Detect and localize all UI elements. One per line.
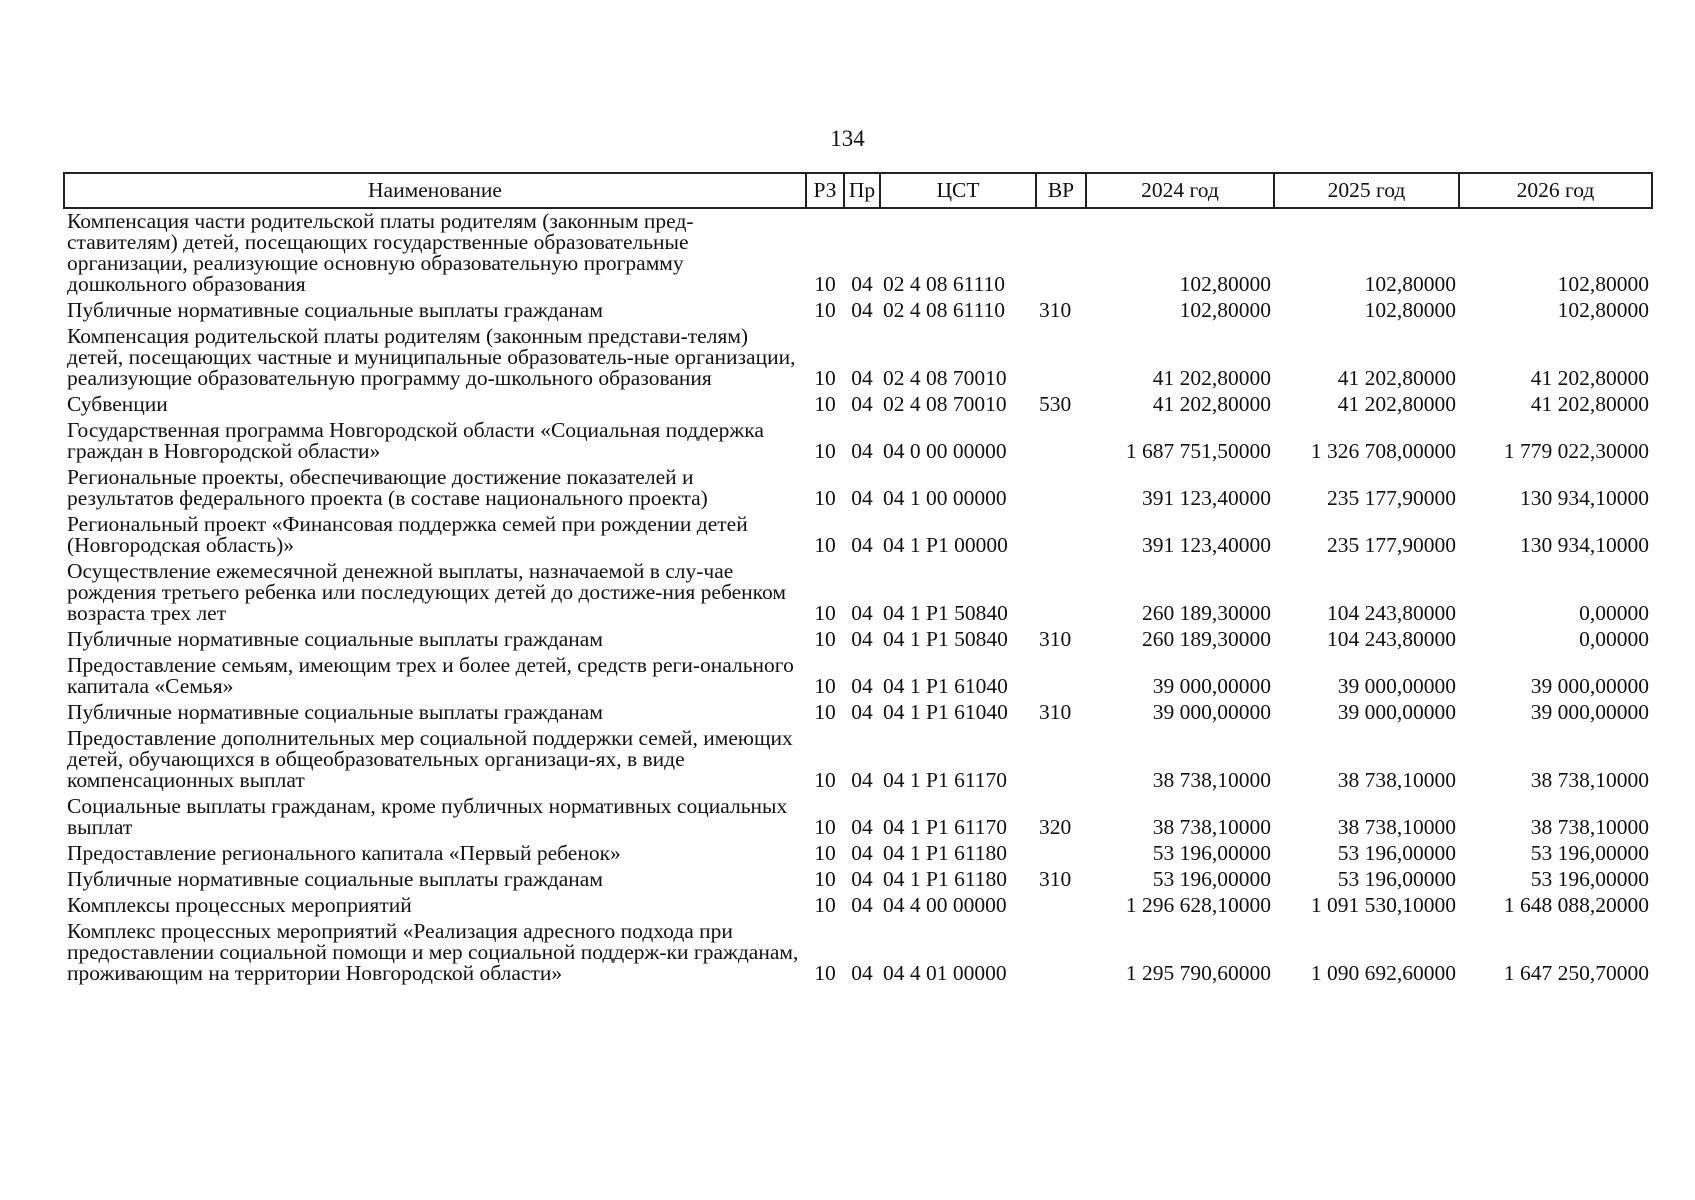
row-rz: 10 — [814, 867, 836, 891]
row-rz: 10 — [814, 893, 836, 917]
row-value-2026: 102,80000 — [1557, 272, 1649, 296]
row-name: Комплекс процессных мероприятий «Реализация адресного подхода при предоставлении социальной помощи и мер социальной поддерж-ки гражданам, проживающим на территории Новгородской области» — [67, 919, 799, 985]
row-value-2024: 102,80000 — [1179, 298, 1271, 322]
row-value-2026: 0,00000 — [1579, 601, 1649, 625]
row-name: Предоставление дополнительных мер социальной поддержки семей, имеющих детей, обучающихся в общеобразовательных организаци-ях, в виде компенсационных выплат — [67, 726, 793, 792]
row-value-2026: 41 202,80000 — [1530, 366, 1649, 390]
table-body — [64, 208, 1652, 987]
row-value-2025: 41 202,80000 — [1337, 392, 1456, 416]
row-value-2025: 41 202,80000 — [1337, 366, 1456, 390]
header-cst: ЦСТ — [880, 173, 1036, 208]
row-cst: 04 1 P1 61040 — [883, 674, 1008, 698]
row-value-2024: 41 202,80000 — [1152, 392, 1271, 416]
row-name: Осуществление ежемесячной денежной выплаты, назначаемой в слу-чае рождения третьего ребенка или последующих детей до достиже-ния ребенком возраста трех лет — [67, 559, 786, 625]
row-pr: 04 — [851, 815, 873, 839]
row-rz: 10 — [814, 272, 836, 296]
row-cst: 04 4 01 00000 — [883, 961, 1007, 985]
table-row — [64, 392, 1652, 418]
table-row — [64, 841, 1652, 867]
row-value-2026: 53 196,00000 — [1530, 867, 1649, 891]
row-value-2024: 260 189,30000 — [1142, 627, 1271, 651]
row-name: Государственная программа Новгородской области «Социальная поддержка граждан в Новгородской области» — [67, 418, 764, 463]
row-name: Региональный проект «Финансовая поддержка семей при рождении детей (Новгородская область)» — [67, 512, 748, 557]
row-value-2025: 53 196,00000 — [1337, 867, 1456, 891]
row-cst: 04 1 P1 61180 — [883, 841, 1008, 865]
table-row — [64, 559, 1652, 627]
row-value-2025: 39 000,00000 — [1337, 674, 1456, 698]
row-cst: 04 1 P1 61180 — [883, 867, 1008, 891]
table-row — [64, 324, 1652, 392]
header-2025: 2025 год — [1274, 173, 1459, 208]
row-vr: 530 — [1039, 392, 1072, 416]
row-rz: 10 — [814, 392, 836, 416]
table-row — [64, 919, 1652, 987]
row-pr: 04 — [851, 366, 873, 390]
row-value-2026: 130 934,10000 — [1520, 533, 1649, 557]
page-number: 134 — [830, 126, 865, 151]
table-row — [64, 298, 1652, 324]
header-name: Наименование — [64, 173, 806, 208]
table-header-row — [64, 173, 1652, 208]
table-row — [64, 465, 1652, 512]
row-rz: 10 — [814, 674, 836, 698]
table-row — [64, 700, 1652, 726]
row-name: Комплексы процессных мероприятий — [67, 893, 412, 917]
row-pr: 04 — [851, 392, 873, 416]
row-value-2025: 1 091 530,10000 — [1310, 893, 1456, 917]
row-cst: 04 0 00 00000 — [883, 439, 1007, 463]
table-row — [64, 726, 1652, 794]
row-vr — [1036, 841, 1086, 867]
row-rz: 10 — [814, 961, 836, 985]
row-value-2025: 102,80000 — [1364, 272, 1456, 296]
row-cst: 02 4 08 61110 — [883, 298, 1006, 322]
row-vr — [1036, 324, 1086, 392]
row-name: Публичные нормативные социальные выплаты гражданам — [67, 627, 603, 651]
row-vr — [1036, 726, 1086, 794]
row-value-2025: 104 243,80000 — [1327, 601, 1456, 625]
row-pr: 04 — [851, 439, 873, 463]
row-name: Субвенции — [67, 392, 168, 416]
row-vr — [1036, 919, 1086, 987]
row-cst: 04 1 P1 61040 — [883, 700, 1008, 724]
table-row — [64, 627, 1652, 653]
row-cst: 04 1 P1 61170 — [883, 768, 1008, 792]
row-value-2025: 1 326 708,00000 — [1310, 439, 1456, 463]
row-value-2024: 102,80000 — [1179, 272, 1271, 296]
row-pr: 04 — [851, 674, 873, 698]
row-cst: 04 4 00 00000 — [883, 893, 1007, 917]
row-value-2024: 38 738,10000 — [1152, 768, 1271, 792]
row-vr — [1036, 208, 1086, 298]
row-rz: 10 — [814, 841, 836, 865]
header-pr: Пр — [844, 173, 880, 208]
row-rz: 10 — [814, 627, 836, 651]
row-value-2024: 391 123,40000 — [1142, 486, 1271, 510]
row-value-2026: 41 202,80000 — [1530, 392, 1649, 416]
row-value-2026: 1 648 088,20000 — [1503, 893, 1649, 917]
row-rz: 10 — [814, 366, 836, 390]
row-pr: 04 — [851, 841, 873, 865]
row-cst: 04 1 P1 00000 — [883, 533, 1008, 557]
row-vr — [1036, 559, 1086, 627]
table-row — [64, 653, 1652, 700]
row-cst: 04 1 00 00000 — [883, 486, 1007, 510]
table-row — [64, 208, 1652, 298]
row-rz: 10 — [814, 533, 836, 557]
row-name: Компенсация части родительской платы родителям (законным пред-ставителям) детей, посещающих государственные образовательные организации, реализующие основную образовательную программу дошкольного образования — [67, 209, 694, 296]
row-value-2026: 39 000,00000 — [1530, 674, 1649, 698]
row-pr: 04 — [851, 601, 873, 625]
header-2024: 2024 год — [1086, 173, 1274, 208]
row-vr — [1036, 893, 1086, 919]
row-pr: 04 — [851, 893, 873, 917]
row-cst: 04 1 P1 50840 — [883, 601, 1008, 625]
row-pr: 04 — [851, 700, 873, 724]
row-value-2026: 1 647 250,70000 — [1503, 961, 1649, 985]
row-name: Публичные нормативные социальные выплаты гражданам — [67, 867, 603, 891]
row-vr: 310 — [1039, 867, 1072, 891]
row-rz: 10 — [814, 298, 836, 322]
row-value-2024: 1 687 751,50000 — [1125, 439, 1271, 463]
table-row — [64, 794, 1652, 841]
row-value-2025: 102,80000 — [1364, 298, 1456, 322]
row-cst: 04 1 P1 61170 — [883, 815, 1008, 839]
row-name: Региональные проекты, обеспечивающие достижение показателей и результатов федерального проекта (в составе национального проекта) — [67, 465, 708, 510]
row-rz: 10 — [814, 768, 836, 792]
row-value-2024: 41 202,80000 — [1152, 366, 1271, 390]
header-vr: ВР — [1036, 173, 1086, 208]
row-value-2026: 102,80000 — [1557, 298, 1649, 322]
row-pr: 04 — [851, 961, 873, 985]
row-value-2026: 39 000,00000 — [1530, 700, 1649, 724]
row-value-2025: 38 738,10000 — [1337, 768, 1456, 792]
row-rz: 10 — [814, 700, 836, 724]
row-name: Компенсация родительской платы родителям (законным представи-телям) детей, посещающих частные и муниципальные образователь-ные организации, реализующие образовательную программу до-школьного образования — [67, 324, 796, 390]
row-vr: 320 — [1039, 815, 1072, 839]
row-value-2024: 53 196,00000 — [1152, 841, 1271, 865]
row-name: Социальные выплаты гражданам, кроме публичных нормативных социальных выплат — [67, 794, 788, 839]
row-value-2025: 38 738,10000 — [1337, 815, 1456, 839]
table-row — [64, 418, 1652, 465]
row-rz: 10 — [814, 439, 836, 463]
row-vr: 310 — [1039, 627, 1072, 651]
row-vr: 310 — [1039, 298, 1072, 322]
row-vr — [1036, 653, 1086, 700]
row-value-2026: 1 779 022,30000 — [1503, 439, 1649, 463]
row-rz: 10 — [814, 815, 836, 839]
table-row — [64, 512, 1652, 559]
row-cst: 04 1 P1 50840 — [883, 627, 1008, 651]
row-value-2026: 53 196,00000 — [1530, 841, 1649, 865]
row-value-2025: 235 177,90000 — [1327, 486, 1456, 510]
row-value-2024: 1 295 790,60000 — [1125, 961, 1271, 985]
row-value-2024: 53 196,00000 — [1152, 867, 1271, 891]
row-value-2026: 38 738,10000 — [1530, 768, 1649, 792]
row-value-2026: 0,00000 — [1579, 627, 1649, 651]
table-row — [64, 867, 1652, 893]
row-pr: 04 — [851, 627, 873, 651]
row-pr: 04 — [851, 272, 873, 296]
row-vr: 310 — [1039, 700, 1072, 724]
row-value-2025: 53 196,00000 — [1337, 841, 1456, 865]
row-value-2024: 38 738,10000 — [1152, 815, 1271, 839]
row-pr: 04 — [851, 486, 873, 510]
row-value-2025: 104 243,80000 — [1327, 627, 1456, 651]
row-rz: 10 — [814, 486, 836, 510]
row-name: Предоставление регионального капитала «Первый ребенок» — [67, 841, 621, 865]
header-2026: 2026 год — [1459, 173, 1652, 208]
row-value-2026: 38 738,10000 — [1530, 815, 1649, 839]
row-cst: 02 4 08 70010 — [883, 366, 1007, 390]
row-name: Публичные нормативные социальные выплаты гражданам — [67, 700, 603, 724]
row-value-2024: 391 123,40000 — [1142, 533, 1271, 557]
row-cst: 02 4 08 61110 — [883, 272, 1006, 296]
row-value-2024: 39 000,00000 — [1152, 700, 1271, 724]
table-row — [64, 893, 1652, 919]
row-value-2025: 39 000,00000 — [1337, 700, 1456, 724]
row-vr — [1036, 465, 1086, 512]
row-value-2026: 130 934,10000 — [1520, 486, 1649, 510]
row-vr — [1036, 418, 1086, 465]
header-rz: РЗ — [806, 173, 844, 208]
row-value-2024: 260 189,30000 — [1142, 601, 1271, 625]
row-rz: 10 — [814, 601, 836, 625]
row-cst: 02 4 08 70010 — [883, 392, 1007, 416]
row-pr: 04 — [851, 298, 873, 322]
row-name: Предоставление семьям, имеющим трех и более детей, средств реги-онального капитала «Семья» — [67, 653, 794, 698]
row-value-2025: 1 090 692,60000 — [1310, 961, 1456, 985]
row-name: Публичные нормативные социальные выплаты гражданам — [67, 298, 603, 322]
row-value-2024: 39 000,00000 — [1152, 674, 1271, 698]
row-value-2024: 1 296 628,10000 — [1125, 893, 1271, 917]
row-value-2025: 235 177,90000 — [1327, 533, 1456, 557]
row-pr: 04 — [851, 768, 873, 792]
row-vr — [1036, 512, 1086, 559]
budget-table — [63, 172, 1653, 987]
row-pr: 04 — [851, 533, 873, 557]
row-pr: 04 — [851, 867, 873, 891]
